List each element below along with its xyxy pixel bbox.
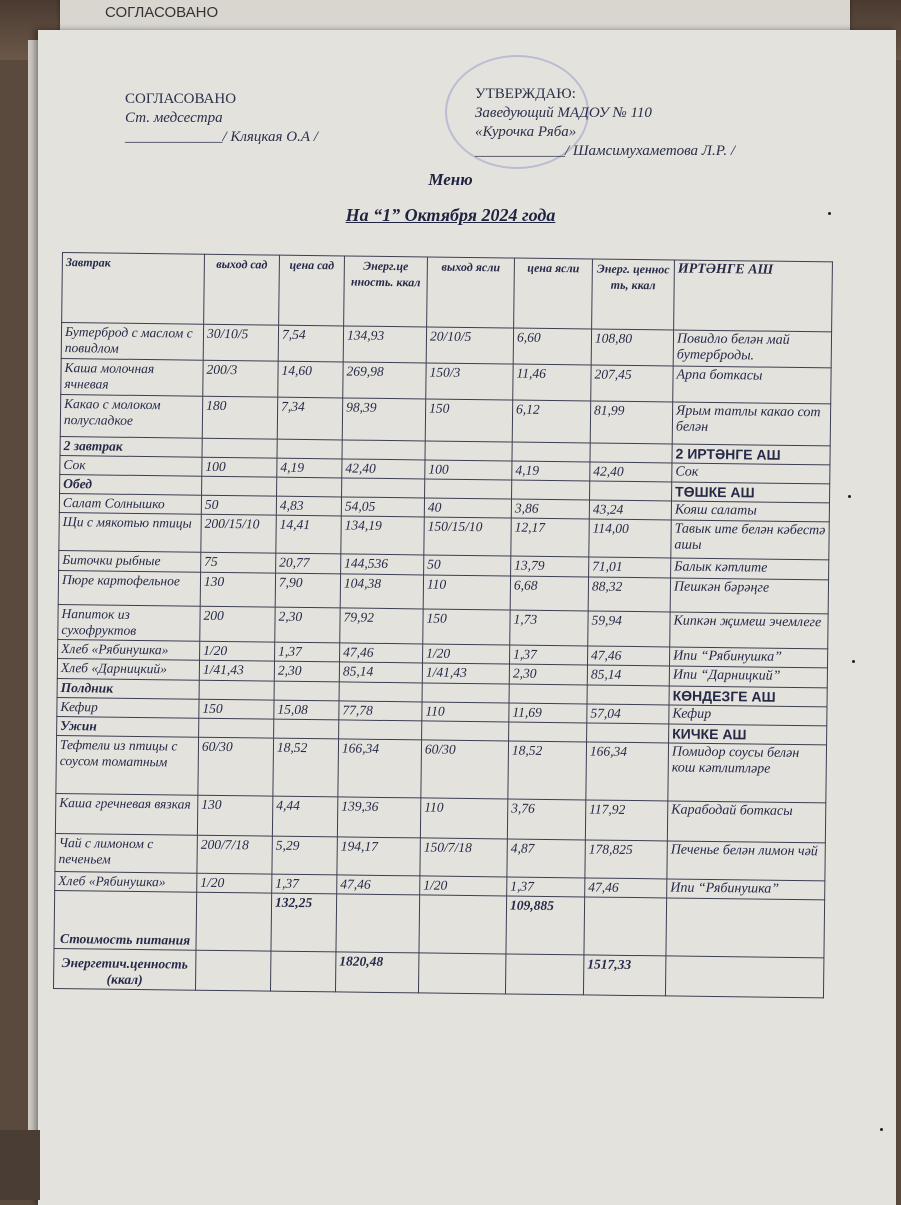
- cell-value: 6,12: [512, 400, 591, 443]
- cell-value: 3,76: [507, 799, 585, 840]
- empty-cell: [202, 476, 277, 496]
- cell-value: 1/20: [423, 644, 510, 664]
- nurse-title: Ст. медсестра: [125, 110, 223, 126]
- cell-value: 1,37: [275, 642, 340, 662]
- cost-yasli: 109,885: [506, 896, 585, 955]
- section-name-tatar: КИЧКЕ АШ: [669, 724, 827, 745]
- empty-cell: [342, 478, 425, 498]
- cell-value: 98,39: [342, 398, 426, 441]
- dish-name: Каша молочная ячневая: [61, 358, 203, 396]
- empty-cell: [336, 894, 420, 953]
- cell-value: 130: [197, 795, 272, 836]
- empty-cell: [274, 681, 339, 701]
- cell-value: 269,98: [343, 362, 426, 399]
- cell-value: 7,54: [278, 325, 343, 362]
- empty-cell: [509, 684, 587, 704]
- cell-value: 1/20: [200, 641, 275, 661]
- cell-value: 1,37: [507, 877, 585, 897]
- cell-value: 4,44: [272, 796, 337, 837]
- cell-value: 180: [202, 396, 278, 439]
- empty-cell: [270, 951, 335, 992]
- speck: [880, 1128, 883, 1131]
- cell-value: 178,825: [585, 840, 667, 879]
- cell-value: 150: [199, 699, 274, 719]
- cell-value: 200/7/18: [197, 835, 272, 874]
- section-name-tatar: КӨНДЕЗГЕ АШ: [669, 686, 827, 707]
- menu-date: На “1” Октября 2024 года: [345, 205, 556, 225]
- speck: [828, 212, 831, 215]
- cell-value: 150/3: [426, 363, 513, 400]
- dish-name: Пюре картофельное: [58, 570, 200, 606]
- cell-value: 1,37: [510, 645, 588, 665]
- cell-value: 60/30: [421, 740, 509, 799]
- cell-value: 47,46: [340, 643, 423, 663]
- cell-value: 20,77: [276, 553, 341, 574]
- cell-value: 47,46: [585, 878, 667, 898]
- cell-value: 14,60: [278, 361, 343, 398]
- section-name: Ужин: [57, 716, 199, 737]
- cell-value: 77,78: [339, 701, 422, 721]
- cell-value: 110: [423, 575, 510, 610]
- dish-name-tatar: Сок: [672, 463, 830, 484]
- cell-value: 7,34: [277, 397, 343, 440]
- empty-cell: [199, 680, 274, 700]
- cell-value: 42,40: [590, 462, 672, 482]
- dish-name-tatar: Повидло белән май бутерброды.: [673, 330, 831, 368]
- cell-value: 11,46: [513, 364, 591, 401]
- empty-cell: [505, 954, 583, 995]
- cell-value: 85,14: [339, 662, 422, 683]
- cell-value: 4,19: [277, 458, 342, 478]
- dish-name: Сок: [60, 455, 202, 476]
- empty-cell: [339, 720, 422, 740]
- cell-value: 4,87: [507, 839, 585, 878]
- cell-value: 150: [425, 399, 513, 442]
- dish-name-tatar: Арпа боткасы: [673, 366, 831, 404]
- dish-name-tatar: Печенье белән лимон чәй: [667, 841, 825, 881]
- section-name-tatar: ТӨШКЕ АШ: [672, 482, 830, 503]
- column-header: Энерг. ценнос ть, ккал: [592, 259, 675, 330]
- cell-value: 47,46: [337, 875, 420, 895]
- column-header: Завтрак: [62, 253, 205, 325]
- dish-name: Хлеб «Рябинушка»: [58, 639, 200, 660]
- dish-name: Каша гречневая вязкая: [55, 793, 197, 835]
- empty-cell: [422, 721, 509, 741]
- cell-value: 200/15/10: [201, 514, 276, 553]
- empty-cell: [512, 480, 590, 500]
- dish-name-tatar: Кояш салаты: [671, 501, 829, 522]
- cell-value: 2,30: [275, 607, 340, 643]
- cell-value: 200/3: [203, 360, 278, 397]
- empty-cell: [418, 953, 505, 994]
- cell-value: 4,19: [512, 461, 590, 481]
- cell-value: 2,30: [274, 661, 339, 682]
- cell-value: 20/10/5: [426, 327, 513, 364]
- section-name: 2 завтрак: [60, 436, 202, 457]
- cell-value: 2,30: [509, 664, 587, 685]
- cell-value: 1/41,43: [422, 663, 509, 684]
- empty-cell: [665, 956, 823, 998]
- cost-label: Стоимость питания: [54, 890, 197, 950]
- speck: [848, 495, 851, 498]
- cell-value: 79,92: [340, 608, 423, 644]
- dish-name: Чай с лимоном с печеньем: [55, 833, 197, 873]
- cell-value: 166,34: [338, 739, 422, 798]
- speck: [852, 660, 855, 663]
- cell-value: 88,32: [588, 577, 670, 612]
- dish-name-tatar: Кипкән җимеш эчемлеге: [670, 612, 828, 649]
- cell-value: 7,90: [275, 573, 340, 608]
- empty-cell: [590, 443, 672, 463]
- cell-value: 13,79: [511, 556, 589, 577]
- column-header: ИРТӘНГЕ АШ: [674, 260, 833, 332]
- empty-cell: [277, 439, 342, 459]
- cell-value: 150/7/18: [420, 838, 507, 877]
- cell-value: 42,40: [342, 459, 425, 479]
- cost-row: [54, 890, 825, 957]
- cell-value: 110: [422, 702, 509, 722]
- empty-cell: [512, 442, 590, 462]
- cell-value: 43,24: [589, 500, 671, 520]
- cell-value: 134,93: [343, 326, 426, 363]
- cell-value: 117,92: [585, 800, 667, 841]
- cell-value: 18,52: [273, 738, 339, 797]
- dish-name-tatar: Балык кәтлите: [671, 558, 829, 580]
- empty-cell: [202, 438, 277, 458]
- dish-name-tatar: Ипи “Рябинушка”: [669, 647, 827, 668]
- cell-value: 207,45: [591, 365, 673, 402]
- cell-value: 85,14: [587, 665, 669, 686]
- cell-value: 54,05: [341, 497, 424, 517]
- approved-label: УТВЕРЖДАЮ:: [475, 86, 576, 102]
- cell-value: 50: [424, 555, 511, 576]
- background-corner: [0, 1130, 40, 1200]
- cell-value: 1/41,43: [199, 660, 274, 681]
- empty-cell: [666, 898, 825, 958]
- table-row: [56, 735, 827, 802]
- cell-value: 100: [202, 457, 277, 477]
- column-header: Энерг.це нность. ккал: [344, 256, 428, 327]
- cell-value: 71,01: [589, 557, 671, 578]
- dish-name: Щи с мякотью птицы: [59, 512, 201, 552]
- energy-yasli: 1517,33: [583, 955, 665, 996]
- cell-value: 59,94: [588, 611, 670, 647]
- section-name: Полдник: [57, 678, 199, 699]
- empty-cell: [199, 718, 274, 738]
- empty-cell: [274, 719, 339, 739]
- cell-value: 12,17: [511, 518, 589, 557]
- agreed-label: СОГЛАСОВАНО: [125, 91, 237, 107]
- dish-name: Биточки рыбные: [59, 550, 201, 572]
- kindergarten-name: «Курочка Ряба»: [475, 124, 577, 140]
- column-header: выход сад: [204, 254, 280, 325]
- cell-value: 40: [424, 498, 511, 518]
- cell-value: 4,83: [276, 496, 341, 516]
- cell-value: 14,41: [276, 515, 341, 554]
- cell-value: 6,68: [510, 576, 588, 611]
- dish-name: Какао с молоком полусладкое: [60, 394, 203, 438]
- dish-name: Хлеб «Дарницкий»: [57, 658, 199, 680]
- back-sheet-text: СОГЛАСОВАНО: [105, 4, 219, 21]
- dish-name: Кефир: [57, 697, 199, 718]
- empty-cell: [195, 950, 270, 991]
- column-header: цена ясли: [514, 258, 593, 329]
- cell-value: 57,04: [587, 704, 669, 724]
- dish-name: Бутерброд с маслом с повидлом: [61, 323, 203, 361]
- cell-value: 1,73: [510, 610, 588, 646]
- dish-name-tatar: Пешкән бәрәңге: [670, 578, 828, 614]
- head-signature: ____________/ Шамсимухаметова Л.Р. /: [475, 143, 736, 159]
- empty-cell: [419, 895, 507, 954]
- dish-name-tatar: Помидор соусы белән кош кәтлитләре: [668, 743, 827, 803]
- empty-cell: [277, 477, 342, 497]
- cell-value: 194,17: [337, 837, 420, 876]
- cell-value: 3,86: [511, 499, 589, 519]
- nurse-signature: _____________/ Кляцкая О.А /: [125, 129, 318, 145]
- energy-sad: 1820,48: [335, 952, 418, 993]
- dish-name-tatar: Тавык ите белән кәбестә ашы: [671, 520, 829, 560]
- dish-name-tatar: Ипи “Дарницкий”: [669, 666, 827, 688]
- dish-name-tatar: Ипи “Рябинушка”: [667, 879, 825, 900]
- dish-name-tatar: Кефир: [669, 705, 827, 726]
- approval-right: [475, 85, 735, 161]
- cell-value: 47,46: [587, 646, 669, 666]
- cell-value: 1/20: [420, 876, 507, 896]
- cell-value: 5,29: [272, 836, 337, 875]
- cell-value: 30/10/5: [203, 324, 278, 361]
- empty-cell: [425, 441, 512, 461]
- cell-value: 6,60: [513, 328, 591, 365]
- empty-cell: [425, 479, 512, 499]
- menu-table: [53, 252, 833, 998]
- cell-value: 100: [425, 460, 512, 480]
- empty-cell: [422, 683, 509, 703]
- empty-cell: [584, 897, 667, 956]
- empty-cell: [342, 440, 425, 460]
- empty-cell: [587, 685, 669, 705]
- section-name: Обед: [60, 474, 202, 495]
- cell-value: 1/20: [197, 873, 272, 893]
- empty-cell: [196, 892, 272, 951]
- approval-left: [125, 90, 318, 147]
- cell-value: 166,34: [586, 742, 669, 801]
- head-title: Заведующий МАДОУ № 110: [475, 105, 652, 121]
- cell-value: 200: [200, 606, 275, 642]
- dish-name-tatar: Ярым татлы какао сот белән: [672, 402, 831, 446]
- dish-name: Хлеб «Рябинушка»: [55, 871, 197, 892]
- cell-value: 15,08: [274, 700, 339, 720]
- dish-name-tatar: Карабодай боткасы: [667, 801, 825, 843]
- dish-name: Напиток из сухофруктов: [58, 604, 200, 641]
- cell-value: 150/15/10: [424, 517, 511, 556]
- column-header: выход ясли: [427, 257, 515, 328]
- dish-name: Салат Солнышко: [59, 493, 201, 514]
- section-name-tatar: 2 ИРТӘНГЕ АШ: [672, 444, 830, 465]
- dish-name: Тефтели из птицы с соусом томатным: [56, 735, 199, 795]
- cell-value: 150: [423, 609, 510, 645]
- empty-cell: [590, 481, 672, 501]
- cell-value: 1,37: [272, 874, 337, 894]
- empty-cell: [509, 722, 587, 742]
- column-header: цена сад: [279, 255, 345, 326]
- cell-value: 144,536: [341, 554, 424, 575]
- cell-value: 134,19: [341, 516, 424, 555]
- cell-value: 18,52: [508, 741, 587, 800]
- cell-value: 139,36: [337, 797, 420, 838]
- cell-value: 108,80: [591, 329, 673, 366]
- cell-value: 75: [201, 552, 276, 573]
- cell-value: 81,99: [590, 401, 673, 444]
- cell-value: 130: [200, 572, 275, 607]
- empty-cell: [339, 682, 422, 702]
- cell-value: 114,00: [589, 519, 671, 558]
- cell-value: 104,38: [340, 574, 423, 609]
- cell-value: 11,69: [509, 703, 587, 723]
- cell-value: 50: [201, 495, 276, 515]
- page-title: Меню: [428, 170, 473, 189]
- cell-value: 60/30: [198, 737, 274, 796]
- cell-value: 110: [420, 798, 507, 839]
- cost-sad: 132,25: [271, 893, 337, 952]
- empty-cell: [587, 723, 669, 743]
- energy-label: Энергетич.ценность (ккал): [54, 948, 196, 990]
- table-header-row: [62, 253, 833, 332]
